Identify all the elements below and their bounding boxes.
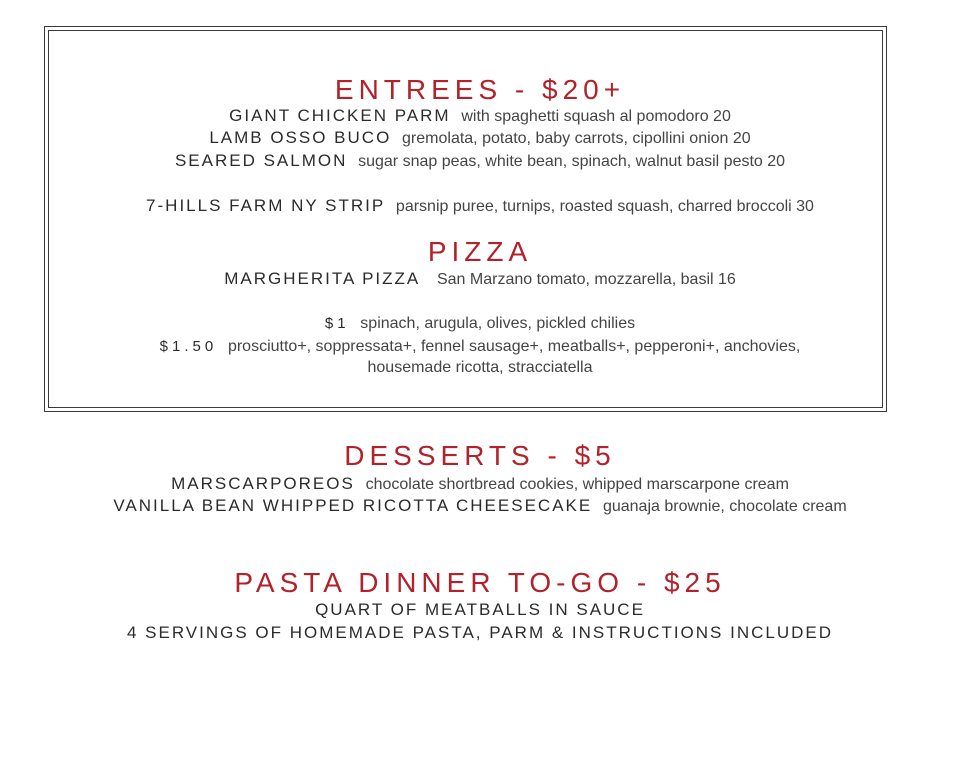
topping-row-continued (0, 358, 960, 376)
topping-price: $1 (324, 315, 350, 332)
item-name: LAMB OSSO BUCO (209, 128, 392, 147)
item-description: guanaja brownie, chocolate cream (602, 498, 847, 515)
item-description: San Marzano tomato, mozzarella, basil 16 (436, 271, 736, 288)
desserts-heading: DESSERTS - $5 (344, 440, 616, 471)
pasta-line: QUART OF MEATBALLS IN SAUCE (315, 600, 645, 619)
item-name: SEARED SALMON (174, 151, 348, 170)
menu-item (0, 152, 960, 170)
item-name: MARGHERITA PIZZA (224, 269, 421, 288)
topping-row (0, 314, 960, 332)
topping-price: $1.50 (159, 338, 218, 355)
item-name: VANILLA BEAN WHIPPED RICOTTA CHEESECAKE (113, 496, 593, 515)
pasta-line: 4 SERVINGS OF HOMEMADE PASTA, PARM & INSTRUCTIONS INCLUDED (126, 623, 834, 642)
menu-item (0, 197, 960, 215)
item-description: sugar snap peas, white bean, spinach, walnut basil pesto 20 (358, 153, 786, 170)
item-description: gremolata, potato, baby carrots, cipollini onion 20 (402, 130, 751, 147)
topping-row (0, 337, 960, 355)
item-description: chocolate shortbread cookies, whipped marscarpone cream (365, 476, 789, 493)
topping-description: prosciutto+, soppressata+, fennel sausage+, meatballs+, pepperoni+, anchovies, (227, 338, 801, 355)
menu-item (0, 129, 960, 147)
item-description: parsnip puree, turnips, roasted squash, charred broccoli 30 (395, 198, 814, 215)
entrees-heading: ENTREES - $20+ (334, 74, 626, 105)
item-name: GIANT CHICKEN PARM (229, 106, 451, 125)
item-description: with spaghetti squash al pomodoro 20 (461, 108, 731, 125)
item-name: 7-HILLS FARM NY STRIP (146, 196, 386, 215)
item-name: MARSCARPOREOS (171, 474, 355, 493)
pasta-heading: PASTA DINNER TO-GO - $25 (234, 567, 726, 598)
pizza-heading: PIZZA (427, 236, 533, 267)
menu-item (0, 270, 960, 288)
menu-item (0, 497, 960, 515)
menu-item (0, 475, 960, 493)
topping-description: spinach, arugula, olives, pickled chilies (360, 315, 636, 332)
topping-description: housemade ricotta, stracciatella (367, 359, 593, 376)
menu-item (0, 107, 960, 125)
